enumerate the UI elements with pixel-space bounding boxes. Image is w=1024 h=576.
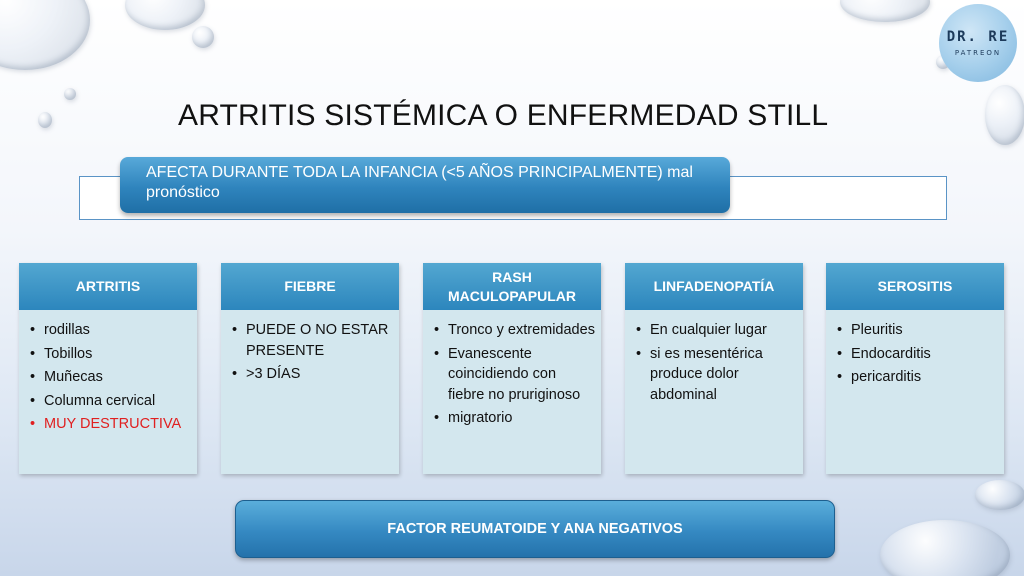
card-body bbox=[423, 310, 601, 438]
card-serositis bbox=[826, 263, 1004, 474]
list-item: • Tronco y extremidades bbox=[433, 320, 595, 341]
card-linfadenopatia bbox=[625, 263, 803, 474]
list-item-alert: • MUY DESTRUCTIVA bbox=[29, 414, 191, 435]
banner-box bbox=[120, 157, 730, 213]
card-header bbox=[625, 263, 803, 310]
card-body bbox=[221, 310, 399, 394]
card-body bbox=[19, 310, 197, 444]
card-fiebre bbox=[221, 263, 399, 474]
card-header-text: SEROSITIS bbox=[877, 278, 953, 294]
list-item: • >3 DÍAS bbox=[231, 364, 393, 385]
water-drop-decoration bbox=[975, 480, 1024, 510]
list-item: • si es mesentérica produce dolor abdominal bbox=[635, 344, 797, 406]
list-item: • Tobillos bbox=[29, 344, 191, 365]
card-header-text: FIEBRE bbox=[284, 278, 336, 294]
water-drop-decoration bbox=[38, 112, 52, 128]
bullet-list bbox=[433, 320, 595, 429]
bullet-list bbox=[635, 320, 797, 405]
water-drop-decoration bbox=[125, 0, 205, 30]
water-drop-decoration bbox=[840, 0, 930, 22]
list-item: • pericarditis bbox=[836, 367, 998, 388]
card-header bbox=[19, 263, 197, 310]
card-header bbox=[826, 263, 1004, 310]
card-artritis bbox=[19, 263, 197, 474]
water-drop-decoration bbox=[880, 520, 1010, 576]
footer-box-text: FACTOR REUMATOIDE Y ANA NEGATIVOS bbox=[387, 521, 683, 537]
factor-reumatoide-box bbox=[235, 500, 835, 558]
card-header bbox=[423, 263, 601, 310]
logo-main-text: DR. RE bbox=[946, 29, 1010, 45]
card-body bbox=[826, 310, 1004, 397]
slide-title: ARTRITIS SISTÉMICA O ENFERMEDAD STILL bbox=[178, 99, 829, 132]
list-item: • migratorio bbox=[433, 408, 595, 429]
card-header-text: ARTRITIS bbox=[75, 278, 141, 294]
water-drop-decoration bbox=[64, 88, 76, 100]
list-item: • Evanescente coincidiendo con fiebre no pruriginoso bbox=[433, 344, 595, 406]
water-drop-decoration bbox=[985, 85, 1024, 145]
card-header-text: RASH MACULOPAPULAR bbox=[447, 268, 577, 304]
bullet-list bbox=[231, 320, 393, 385]
water-drop-decoration bbox=[0, 0, 90, 70]
list-item: • En cualquier lugar bbox=[635, 320, 797, 341]
card-header bbox=[221, 263, 399, 310]
banner-text: AFECTA DURANTE TODA LA INFANCIA (<5 AÑOS PRINCIPALMENTE) mal pronóstico bbox=[146, 164, 693, 201]
list-item: • PUEDE O NO ESTAR PRESENTE bbox=[231, 320, 393, 361]
card-rash bbox=[423, 263, 601, 474]
list-item: • Columna cervical bbox=[29, 391, 191, 412]
list-item: • Muñecas bbox=[29, 367, 191, 388]
bullet-list bbox=[836, 320, 998, 388]
list-item: • rodillas bbox=[29, 320, 191, 341]
logo-sub-text: PATREON bbox=[954, 49, 1002, 57]
list-item: • Pleuritis bbox=[836, 320, 998, 341]
dr-re-logo bbox=[939, 4, 1017, 82]
water-drop-decoration bbox=[192, 26, 214, 48]
card-header-text: LINFADENOPATÍA bbox=[653, 278, 775, 294]
bullet-list bbox=[29, 320, 191, 435]
card-body bbox=[625, 310, 803, 414]
list-item: • Endocarditis bbox=[836, 344, 998, 365]
